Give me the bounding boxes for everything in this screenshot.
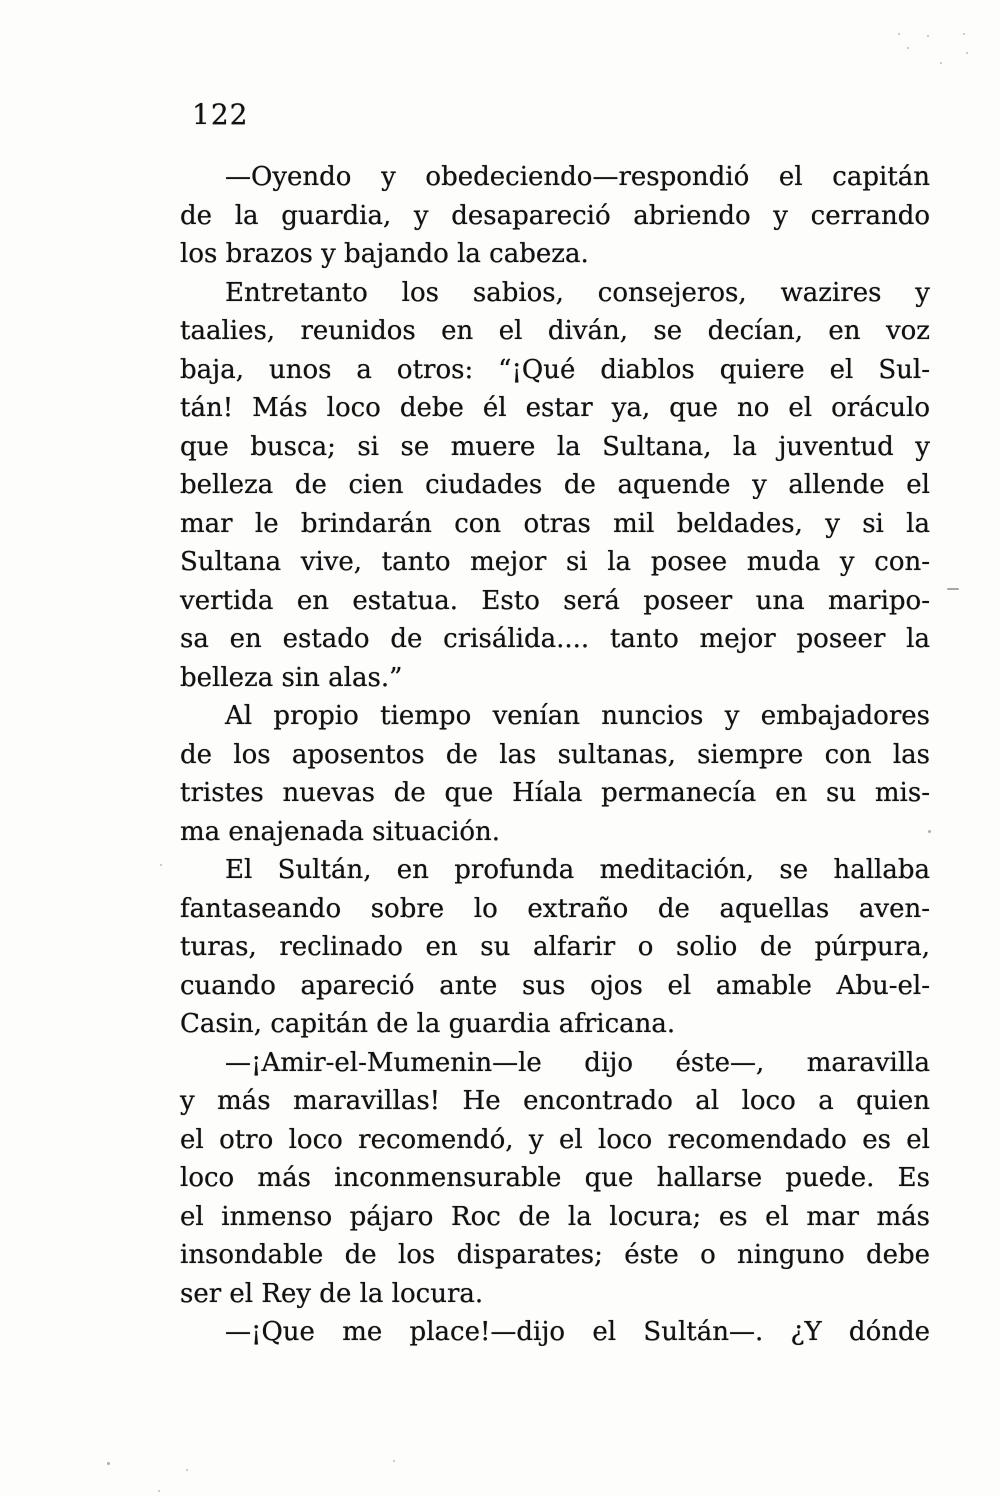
- page-number: 122: [192, 98, 249, 131]
- scan-speck: [927, 35, 929, 37]
- text-line: los brazos y bajando la cabeza.: [180, 239, 589, 269]
- paragraph-6: [180, 1313, 930, 1352]
- scan-speck: [966, 52, 968, 54]
- text-line: loco más inconmensurable que hallarse puede. Es: [180, 1163, 930, 1193]
- text-line: sa en estado de crisálida.... tanto mejor poseer la: [180, 624, 930, 654]
- text-line: Al propio tiempo venían nuncios y embajadores: [225, 701, 930, 731]
- text-line: —¡Amir-el-Mumenin—le dijo éste—, maravilla: [225, 1047, 930, 1078]
- text-line: ma enajenada situación.: [180, 816, 501, 847]
- text-line: y más maravillas! He encontrado al loco a quien: [180, 1086, 930, 1116]
- text-line: —¡Que me place!—dijo el Sultán—. ¿Y dónde: [225, 1317, 930, 1347]
- text-line: de la guardia, y desapareció abriendo y cerrando: [180, 200, 930, 231]
- text-line: vertida en estatua. Esto será poseer una maripo-: [180, 585, 930, 616]
- text-line: el otro loco recomendó, y el loco recomendado es el: [180, 1124, 930, 1155]
- paragraph-4: [180, 851, 930, 1044]
- text-line: ser el Rey de la locura.: [180, 1278, 484, 1309]
- text-line: de los aposentos de las sultanas, siempre con las: [180, 739, 930, 770]
- text-line: mar le brindarán con otras mil beldades, y si la: [180, 508, 930, 539]
- text-line: belleza sin alas.”: [180, 662, 403, 693]
- text-line: cuando apareció ante sus ojos el amable Abu-el-: [180, 970, 930, 1001]
- text-line: fantaseando sobre lo extraño de aquellas aven-: [180, 893, 930, 924]
- text-line: Casin, capitán de la guardia africana.: [180, 1009, 676, 1039]
- scan-speck: [160, 864, 162, 866]
- scan-speck: [186, 1469, 188, 1471]
- paragraph-5: [180, 1044, 930, 1314]
- text-line: tán! Más loco debe él estar ya, que no el oráculo: [180, 393, 930, 423]
- paragraph-1: [180, 158, 930, 274]
- scan-speck: [158, 1490, 160, 1492]
- text-line: belleza de cien ciudades de aquende y allende el: [180, 470, 930, 500]
- text-block: [180, 158, 930, 1352]
- text-line: turas, reclinado en su alfarir o solio de púrpura,: [180, 932, 930, 962]
- scan-speck: [947, 588, 959, 590]
- scan-speck: [393, 1460, 395, 1462]
- scan-speck: [898, 33, 900, 35]
- scan-speck: [107, 1462, 110, 1465]
- text-line: baja, unos a otros: “¡Qué diablos quiere el Sul-: [180, 354, 930, 385]
- text-line: Sultana vive, tanto mejor si la posee muda y con-: [180, 547, 930, 577]
- paragraph-2: [180, 274, 930, 698]
- paragraph-3: [180, 697, 930, 851]
- scan-speck: [940, 62, 942, 64]
- text-line: el inmenso pájaro Roc de la locura; es el mar más: [180, 1201, 930, 1232]
- scan-speck: [907, 47, 909, 49]
- text-line: taalies, reunidos en el diván, se decían, en voz: [180, 316, 930, 346]
- scan-speck: [963, 33, 965, 35]
- scan-speck: [928, 830, 931, 833]
- text-line: El Sultán, en profunda meditación, se hallaba: [225, 855, 930, 885]
- text-line: que busca; si se muere la Sultana, la juventud y: [180, 431, 930, 462]
- text-line: insondable de los disparates; éste o ninguno debe: [180, 1240, 930, 1270]
- text-line: —Oyendo y obedeciendo—respondió el capitán: [225, 162, 930, 192]
- text-line: Entretanto los sabios, consejeros, wazires y: [225, 277, 930, 308]
- text-line: tristes nuevas de que Híala permanecía en su mis-: [180, 778, 930, 808]
